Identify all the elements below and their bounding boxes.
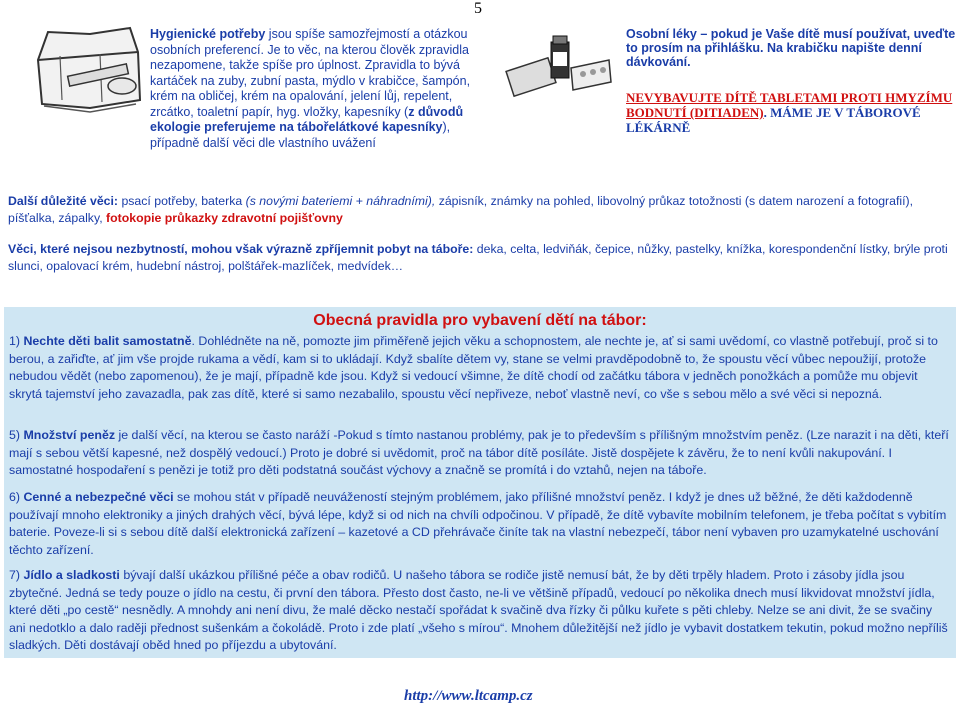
insect-warning-rest: . MÁME JE V TÁBOROVÉ LÉKÁRNĚ	[626, 105, 921, 135]
rule-7-heading: Jídlo a sladkosti	[23, 568, 120, 582]
hygiene-text-end: ), případně další věci dle vlastního uvážení	[150, 120, 451, 150]
other-items-text-2: zápisník, známky na pohled, libovolný průkaz totožnosti (s datem narození a fotografií), píšťalka, zápalky,	[8, 194, 914, 225]
insect-warning-red: NEVYBAVUJTE DÍTĚ TABLETAMI PROTI HMYZÍMU BODNUTÍ (DITIADEN)	[626, 90, 953, 120]
toiletry-bag-illustration	[30, 22, 145, 122]
rule-5-number: 5)	[9, 428, 24, 442]
hygiene-heading: Hygienické potřeby	[150, 27, 266, 41]
other-items-paragraph	[8, 193, 956, 227]
rule-5-text: je další věcí, na kterou se často naráží -Pokud s tímto nastanou problémy, pak je to především s přílišným množstvím peněz. (Lze narazit i na děti, kteří mají s sebou větší kapesné, než dospělý vedoucí.) Proto je dobré si uvědomit, proč na tábor dítě posíláte. Jistě dospějete k závěru, že to není kvůli nakupování. I samostatné hospodaření s penězi je totiž pro děti podstatná součást výchovy a značně se promítá i do vztahů, nejen na táboře.	[9, 428, 949, 478]
hygiene-paragraph	[150, 27, 480, 151]
footer-url[interactable]: http://www.ltcamp.cz	[404, 688, 533, 704]
other-items-heading: Další důležité věci:	[8, 194, 119, 208]
rule-6-heading: Cenné a nebezpečné věci	[23, 490, 174, 504]
extra-items-text: deka, celta, ledviňák, čepice, nůžky, pastelky, knížka, korespondenční lístky, brýle proti slunci, opalovací krém, hudební nástroj, polštářek-mazlíček, medvídek…	[8, 242, 948, 273]
rule-5-heading: Množství peněz	[23, 428, 116, 442]
hygiene-text: jsou spíše samozřejmostí a otázkou osobních preferencí. Je to věc, na kterou člověk zpravidla nezapomene, takže spíše pro úplnost. Zpravidla to bývá kartáček na zuby, zubní pasta, mýdlo v krabičce, šampón, krém na obličej, krém na opalování, jelení lůj, repelent, zrcátko, toaletní papír, hyg. vložky, kapesníky (	[150, 27, 471, 119]
medication-note: Osobní léky – pokud je Vaše dítě musí používat, uveďte to prosím na přihlášku. Na krabičku napište denní dávkování.	[626, 27, 956, 69]
general-rules-box	[4, 307, 956, 658]
rule-5	[9, 427, 951, 480]
rule-1	[9, 333, 951, 403]
insurance-copy-note: fotokopie průkazky zdravotní pojišťovny	[106, 211, 343, 225]
extra-items-paragraph	[8, 241, 956, 275]
rule-7	[9, 567, 951, 655]
rule-6-text: se mohou stát v případě neuvážeností stejným problémem, jako přílišné množství peněz. I když je dnes už běžné, že děti každodenně používají mnoho elektroniky a jiných drahých věcí, bývá lépe, když si od nich na chvíli odpočinou. V případě, že dítě vybavíte mobilním telefonem, je třeba počítat s vybitím baterie. Poveze-li si s sebou dítě další elektronická zařízení – kazetové a CD přehrávače činíte tak na vlastní nebezpečí, tábor není vybaven pro uzamykatelné uschování těchto zařízení.	[9, 490, 947, 557]
hygiene-eco-note: z důvodů ekologie preferujeme na tábořelátkové kapesníky	[150, 104, 464, 134]
rule-1-heading: Nechte děti balit samostatně	[23, 334, 192, 348]
rule-6-number: 6)	[9, 490, 24, 504]
rule-7-number: 7)	[9, 568, 24, 582]
rule-1-text: . Dohlédněte na ně, pomozte jim přiměřeně jejich věku a schopnostem, ale nechte je, ať si sami uvědomí, co vlastně potřebují, proč si to berou, a zařiďte, ať jim vše projde rukama a vědí, kam si to ukládají. Když sbalíte dětem vy, stane se velmi pravděpodobně to, že spoustu věcí vůbec nepoužijí, protože nebudou vědět (nebo zapomenou), že je mají, případně kde jsou. Když si vedoucí všimne, že dítě chodí od začátku tábora v jedněch ponožkách a pomůže mu objevit skrytá tajemství jeho zavazadla, pak zas dítě, které si samo nezabalilo, spoustu věcí nepřiveze, neboť vlastně neví, co vše s sebou mělo a své věci si nepozná.	[9, 334, 938, 401]
rule-1-number: 1)	[9, 334, 24, 348]
medicine-illustration	[505, 28, 613, 98]
general-rules-title: Obecná pravidla pro vybavení dětí na tábor:	[313, 312, 647, 329]
page-number: 5	[474, 0, 482, 17]
extra-items-heading: Věci, které nejsou nezbytností, mohou však výrazně zpříjemnit pobyt na táboře:	[8, 242, 474, 256]
rule-6	[9, 489, 951, 559]
other-items-italic: (s novými bateriemi + náhradními),	[245, 194, 436, 208]
rule-7-text: bývají další ukázkou přílišné péče a obav rodičů. U našeho tábora se rodiče jistě nemusí bát, že by děti trpěly hladem. Proto i zásoby jídla jsou zbytečné. Jedná se tedy pouze o jídlo na cestu, či první den tábora. Přesto dost často, ne-li ve většině případů, vedoucí po několika dnech musí likvidovat množství jídla, které děti „po cestě“ nesnědly. A mnohdy ani není divu, že malé děcko nestačí spořádat k svačině dva řízky či půlku kuřete s pěti chleby. Nelze se ani divit, že se svačiny ani nedotklo a dalo raději přednost sušenkám a čokoládě. Proto i zde platí „všeho s mírou“. Mnohem důležitější než jídlo je vybavit dostatkem tekutin, pokud možno nepříliš sladkých. Děti dostávají oběd hned po příjezdu a ubytování.	[9, 568, 948, 653]
insect-warning	[626, 90, 960, 135]
other-items-text: psací potřeby, baterka	[118, 194, 246, 208]
